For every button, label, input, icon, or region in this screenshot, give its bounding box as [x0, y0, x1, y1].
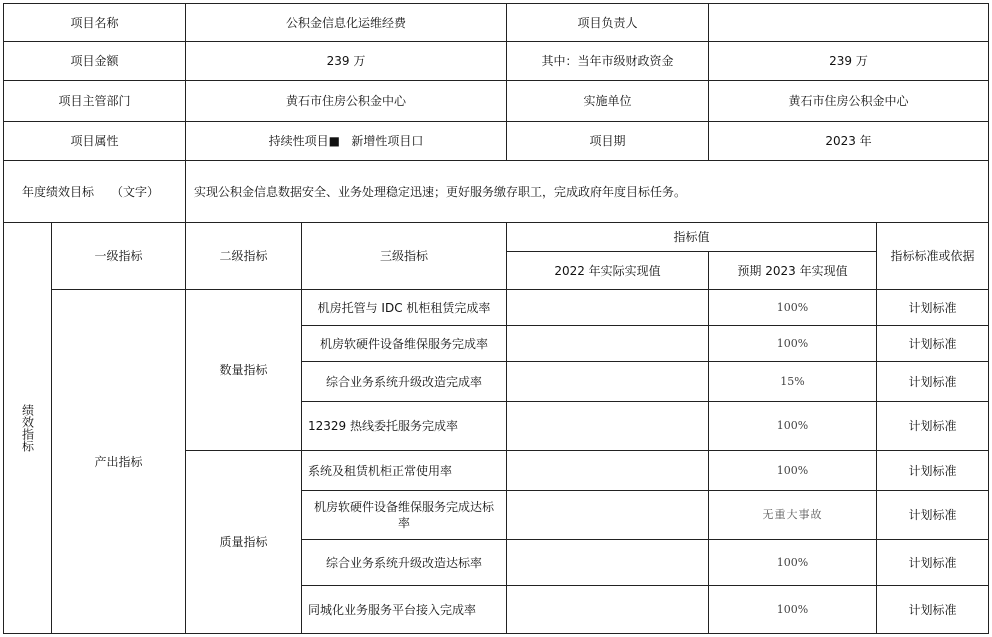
- indicator-row-2023: 15%: [708, 361, 877, 402]
- annual-goal-label: [3, 160, 186, 223]
- implementing-unit-value: 黄石市住房公积金中心: [708, 80, 989, 122]
- indicator-row-2023: 100%: [708, 401, 877, 451]
- indicator-row-basis: 计划标准: [876, 450, 989, 491]
- indicator-row-2023: 无重大事故: [708, 490, 877, 540]
- indicator-row-2023: 100%: [708, 325, 877, 362]
- project-period-label: 项目期: [506, 121, 709, 161]
- project-amount-label: 项目金额: [3, 41, 186, 81]
- implementing-unit-label: 实施单位: [506, 80, 709, 122]
- department-value: 黄石市住房公积金中心: [185, 80, 507, 122]
- project-attribute-label: 项目属性: [3, 121, 186, 161]
- header-2023-expected: 预期 2023 年实现值: [708, 251, 877, 290]
- indicator-row-2022: [506, 450, 709, 491]
- indicator-row-name: 系统及租赁机柜正常使用率: [301, 450, 507, 491]
- indicator-row-2022: [506, 325, 709, 362]
- performance-indicators-label: [3, 222, 52, 634]
- performance-indicators-text: 绩效指标: [20, 404, 35, 452]
- project-manager-label: 项目负责人: [506, 3, 709, 42]
- indicator-row-2022: [506, 361, 709, 402]
- header-level3: 三级指标: [301, 222, 507, 290]
- project-manager-value: [708, 3, 989, 42]
- indicator-row-basis: 计划标准: [876, 361, 989, 402]
- indicator-row-basis: 计划标准: [876, 539, 989, 586]
- indicator-row-2022: [506, 585, 709, 634]
- level2-quantity: 数量指标: [185, 289, 302, 451]
- indicator-row-2022: [506, 289, 709, 326]
- fiscal-funds-label: 其中：当年市级财政资金: [506, 41, 709, 81]
- header-basis: 指标标准或依据: [876, 222, 989, 290]
- project-name-value: 公积金信息化运维经费: [185, 3, 507, 42]
- indicator-row-name: 机房软硬件设备维保服务完成达标率: [301, 490, 507, 540]
- indicator-row-basis: 计划标准: [876, 289, 989, 326]
- indicator-row-name: 12329 热线委托服务完成率: [301, 401, 507, 451]
- level2-quality: 质量指标: [185, 450, 302, 634]
- header-indicator-value: 指标值: [506, 222, 877, 252]
- indicator-row-basis: 计划标准: [876, 490, 989, 540]
- indicator-row-name: 综合业务系统升级改造达标率: [301, 539, 507, 586]
- project-period-value: 2023 年: [708, 121, 989, 161]
- level1-output: 产出指标: [51, 289, 186, 634]
- indicator-row-2022: [506, 539, 709, 586]
- indicator-row-2023: 100%: [708, 539, 877, 586]
- indicator-row-name: 机房托管与 IDC 机柜租赁完成率: [301, 289, 507, 326]
- indicator-row-basis: 计划标准: [876, 401, 989, 451]
- indicator-row-2022: [506, 490, 709, 540]
- indicator-row-name: 综合业务系统升级改造完成率: [301, 361, 507, 402]
- indicator-row-name: 同城化业务服务平台接入完成率: [301, 585, 507, 634]
- header-2022-actual: 2022 年实际实现值: [506, 251, 709, 290]
- indicator-row-2023: 100%: [708, 289, 877, 326]
- header-level1: 一级指标: [51, 222, 186, 290]
- indicator-row-basis: 计划标准: [876, 585, 989, 634]
- indicator-row-2022: [506, 401, 709, 451]
- indicator-row-name: 机房软硬件设备维保服务完成率: [301, 325, 507, 362]
- indicator-row-2023: 100%: [708, 450, 877, 491]
- project-amount-value: 239 万: [185, 41, 507, 81]
- project-name-label: 项目名称: [3, 3, 186, 42]
- annual-goal-value: 实现公积金信息数据安全、业务处理稳定迅速；更好服务缴存职工，完成政府年度目标任务。: [185, 160, 989, 223]
- fiscal-funds-value: 239 万: [708, 41, 989, 81]
- header-level2: 二级指标: [185, 222, 302, 290]
- indicator-row-basis: 计划标准: [876, 325, 989, 362]
- indicator-row-2023: 100%: [708, 585, 877, 634]
- department-label: 项目主管部门: [3, 80, 186, 122]
- annual-goal-label-text: 年度绩效目标: [22, 184, 95, 199]
- project-attribute-value: 持续性项目■ 新增性项目口: [185, 121, 507, 161]
- annual-goal-label-note: （文字）: [110, 184, 159, 199]
